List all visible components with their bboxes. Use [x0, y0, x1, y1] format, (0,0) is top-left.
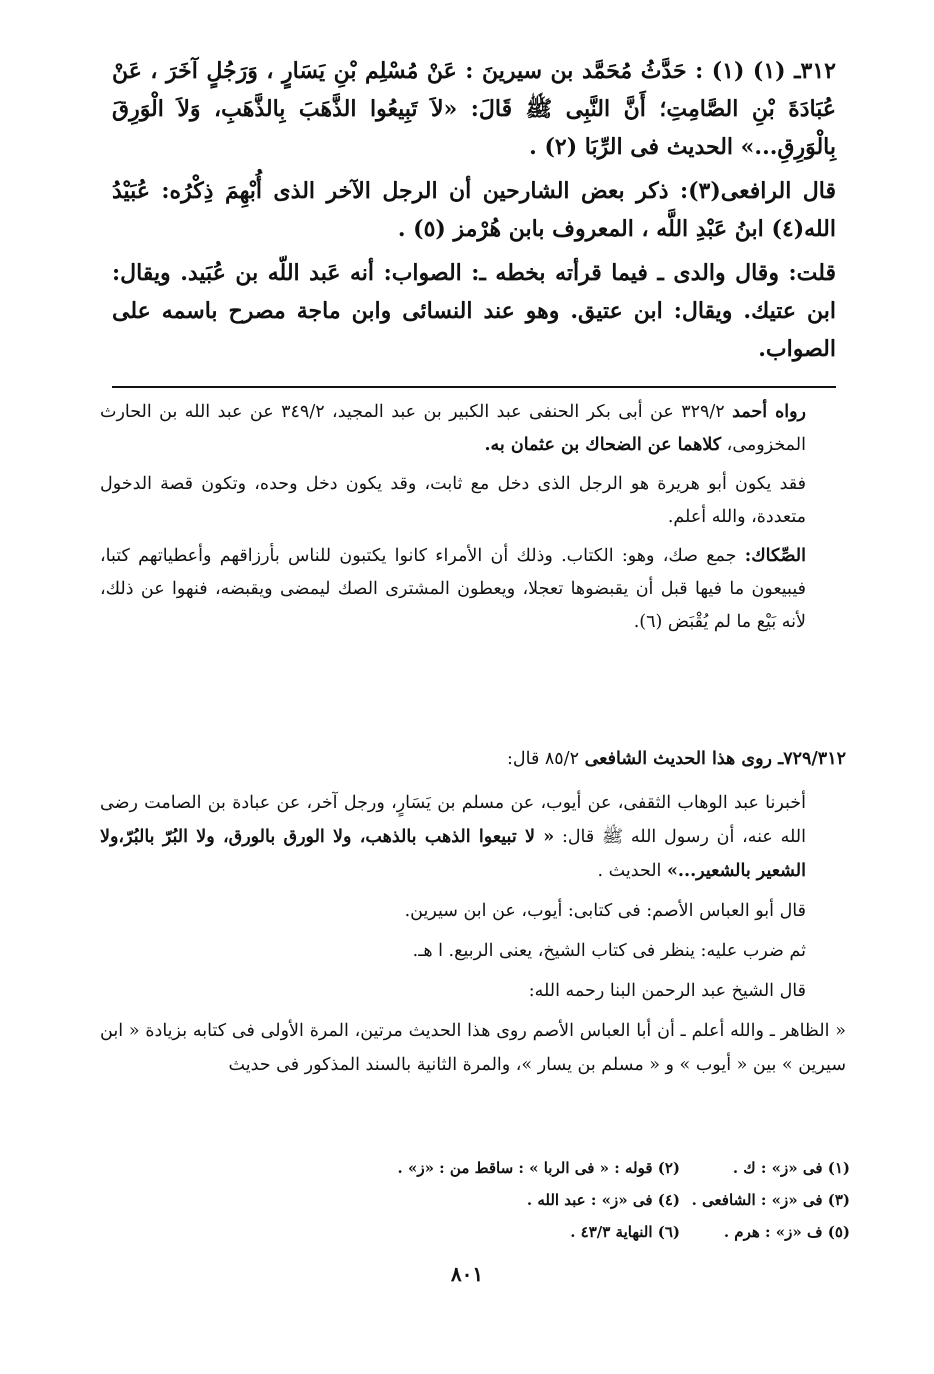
footnote-separator-line — [112, 386, 836, 388]
section-paragraph-isnad — [100, 786, 846, 888]
section-paragraph-zahir: « الظاهر ـ والله أعلم ـ أن أبا العباس الأصم روى هذا الحديث مرتين، المرة الأولى فى كتابه بزيادة « ابن سيرين » بين « أيوب » و « مسلم بن يسار »، والمرة الثانية بالسند المذكور فى حديث — [100, 1021, 846, 1075]
main-paragraph-rafii: قال الرافعى(٣): ذكر بعض الشارحين أن الرجل الآخر الذى أُبْهِمَ ذِكْرُه: عُبَيْدُ الله(٤) ابنُ عَبْدِ اللَّه ، المعروف بابن هُرْمز (٥) . — [112, 178, 836, 242]
footnote-item: (٥) ف «ز» : هرم . — [723, 1223, 850, 1241]
commentary-paragraph-abu-hurayra: فقد يكون أبو هريرة هو الرجل الذى دخل مع ثابت، وقد يكون دخل وحده، وتكون قصة الدخول متعددة، والله أعلم. — [100, 474, 806, 527]
commentary-sikak-label: الصِّكاك: — [744, 546, 806, 566]
commentary-ahmad-end: كلاهما عن الضحاك بن عثمان به. — [484, 435, 722, 455]
section-heading-bold: ٧٢٩/٣١٢ـ روى هذا الحديث الشافعى — [584, 749, 846, 769]
footnote-item: (٦) النهاية ٤٣/٣ . — [570, 1223, 680, 1241]
section-isnad-end: الحديث . — [597, 861, 667, 881]
footnote-item: (١) فى «ز» : ك . — [732, 1159, 850, 1177]
section-isnad-text: أخبرنا عبد الوهاب الثقفى، عن أيوب، عن مسلم بن يَسَارٍ، ورجل آخر، عن عبادة بن الصامت رضى الله عنه، أن رسول الله ﷺ قال: — [100, 793, 806, 847]
main-paragraph-hadith: ٣١٢ـ (١) (١) : حَدَّثُ مُحَمَّد بن سيرينَ : عَنْ مُسْلِم بْنِ يَسَارٍ ، وَرَجُلٍ آخَرَ ، عَنْ عُبَادَةَ بْنِ الصَّامِتِ؛ أَنَّ النَّبِى ﷺ قَالَ: «لاَ تَبِيعُوا الذَّهَبَ بِالذَّهَبِ، وَلاَ الْوَرِقَ بِالْوَرِقِ...» الحديث فى الرِّبَا (٢) . — [112, 58, 836, 160]
commentary-ahmad-label: رواه أحمد — [732, 402, 806, 422]
section-heading — [100, 742, 846, 776]
commentary-ahmad-text: ٣٢٩/٢ عن أبى بكر الحنفى عبد الكبير بن عبد المجيد، ٣٤٩/٢ عن عبد الله بن الحارث المخزومى، — [100, 402, 806, 455]
page-number: ٨٠١ — [450, 1262, 484, 1286]
footnote-item: (٣) فى «ز» : الشافعى . — [691, 1191, 850, 1209]
footnote-item: (٤) فى «ز» : عبد الله . — [526, 1191, 680, 1209]
commentary-paragraph-sikak — [100, 540, 846, 639]
footnote-item: (٢) قوله : « فى الربا » : ساقط من : «ز» . — [397, 1159, 680, 1177]
section-paragraph-darab: ثم ضرب عليه: ينظر فى كتاب الشيخ، يعنى الربيع. ا هـ. — [412, 941, 806, 961]
footnotes-block — [290, 1152, 850, 1248]
section-heading-rest: ٨٥/٢ قال: — [507, 749, 585, 769]
shafii-section — [100, 742, 846, 1088]
main-text-block — [112, 52, 836, 374]
footnote-row — [290, 1184, 850, 1216]
footnote-row — [290, 1152, 850, 1184]
commentary-paragraph-ahmad — [100, 396, 846, 462]
commentary-block — [100, 396, 846, 645]
section-paragraph-asamm: قال أبو العباس الأصم: فى كتابى: أيوب، عن ابن سيرين. — [404, 901, 806, 921]
main-paragraph-qultu: قلت: وقال والدى ـ فيما قرأته بخطه ـ: الصواب: أنه عَبد اللّه بن عُبَيد. ويقال: ابن عتيك. ويقال: ابن عتيق. وهو عند النسائى وابن ماجة مصرح باسمه على الصواب. — [112, 260, 836, 362]
footnote-row — [290, 1216, 850, 1248]
section-hadith-quote: « لا تبيعوا الذهب بالذهب، ولا الورق بالورق، ولا البُرّ بالبُرّ،ولا الشعير بالشعير...» — [100, 827, 806, 881]
section-paragraph-banna: قال الشيخ عبد الرحمن البنا رحمه الله: — [528, 981, 806, 1001]
commentary-sikak-text: جمع صك، وهو: الكتاب. وذلك أن الأمراء كانوا يكتبون للناس بأرزاقهم وأعطياتهم كتبا، فيبيعون ما فيها قبل أن يقبضوها تعجلا، ويعطون المشترى الصك ليمضى ويقبضه، فنهوا عن ذلك، لأنه بَيْع ما لم يُقْبَض (٦). — [100, 546, 806, 632]
